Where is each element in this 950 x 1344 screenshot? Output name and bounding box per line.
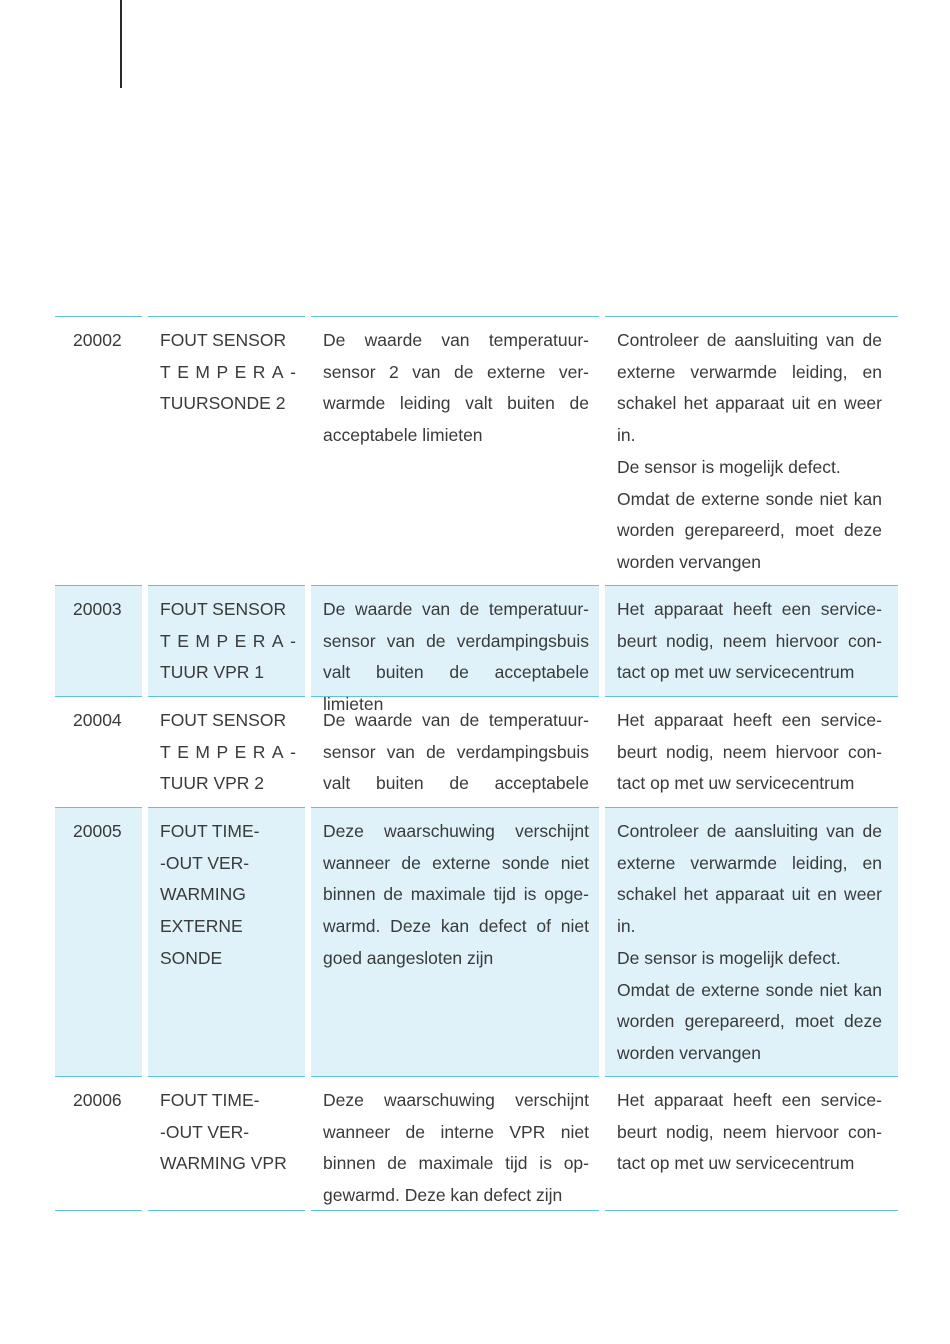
error-name-line: -OUT VER- bbox=[160, 852, 250, 873]
table-row bbox=[55, 585, 898, 715]
error-name-line: WARMING bbox=[160, 884, 246, 905]
solution-paragraph: Controleer de aansluiting van de externe verwarmde leiding, en schakel het apparaat uit en weer in. bbox=[617, 821, 882, 937]
error-description: De waarde van de temperatuur-sensor van de verdampingsbuis valt buiten de acceptabele limieten bbox=[311, 585, 599, 696]
solution-paragraph: De sensor is mogelijk defect. bbox=[617, 456, 841, 477]
error-code-table bbox=[55, 316, 898, 1211]
error-description: Deze waarschuwing verschijnt wanneer de externe sonde niet binnen de maximale tijd is opge-warmd. Deze kan defect of niet goed aangesloten zijn bbox=[311, 807, 599, 1076]
error-name-line: FOUT SENSOR bbox=[160, 599, 287, 619]
solution-paragraph: Omdat de externe sonde niet kan worden gerepareerd, moet deze worden vervangen bbox=[617, 488, 882, 572]
table-row bbox=[55, 316, 898, 585]
error-name-line: TUUR VPR 1 bbox=[160, 662, 265, 683]
error-name-line: SONDE bbox=[160, 947, 223, 968]
solution-paragraph: Omdat de externe sonde niet kan worden gerepareerd, moet deze worden vervangen bbox=[617, 979, 882, 1063]
error-solution bbox=[605, 1076, 898, 1211]
error-name-line: TUURSONDE 2 bbox=[160, 393, 286, 414]
error-name-line: FOUT SENSOR bbox=[160, 710, 287, 730]
error-code: 20005 bbox=[55, 807, 142, 1076]
error-description: De waarde van de temperatuur-sensor van de verdampingsbuis valt buiten de acceptabele bbox=[311, 696, 599, 807]
error-solution bbox=[605, 585, 898, 696]
error-solution bbox=[605, 696, 898, 807]
solution-paragraph: Het apparaat heeft een service-beurt nodig, neem hiervoor con-tact op met uw servicecentrum bbox=[617, 1090, 882, 1174]
error-description: De waarde van temperatuur-sensor 2 van de externe ver-warmde leiding valt buiten de acceptabele limieten bbox=[311, 316, 599, 585]
error-name bbox=[148, 696, 305, 807]
table-row bbox=[55, 1076, 898, 1211]
solution-paragraph: De sensor is mogelijk defect. bbox=[617, 947, 841, 968]
error-name bbox=[148, 1076, 305, 1211]
table-row bbox=[55, 696, 898, 807]
error-name-line: -OUT VER- bbox=[160, 1121, 250, 1142]
error-solution bbox=[605, 316, 898, 585]
error-name-line: TUUR VPR 2 bbox=[160, 773, 265, 794]
error-code: 20004 bbox=[55, 696, 142, 807]
error-code: 20002 bbox=[55, 316, 142, 585]
error-code: 20003 bbox=[55, 585, 142, 696]
error-name-line: TEMPERA- bbox=[160, 741, 303, 762]
solution-paragraph: Controleer de aansluiting van de externe verwarmde leiding, en schakel het apparaat uit en weer in. bbox=[617, 330, 882, 446]
error-name-line: TEMPERA- bbox=[160, 361, 303, 382]
solution-paragraph: Het apparaat heeft een service-beurt nodig, neem hiervoor con-tact op met uw servicecentrum bbox=[617, 599, 882, 683]
error-name-line: FOUT TIME- bbox=[160, 821, 260, 841]
error-name-line: FOUT TIME- bbox=[160, 1090, 260, 1110]
error-name-line: EXTERNE bbox=[160, 916, 243, 937]
page-margin-rule bbox=[120, 0, 122, 88]
error-code: 20006 bbox=[55, 1076, 142, 1211]
error-name-line: TEMPERA- bbox=[160, 630, 303, 651]
error-name-line: WARMING VPR bbox=[160, 1153, 287, 1174]
error-name bbox=[148, 585, 305, 696]
table-row bbox=[55, 807, 898, 1076]
error-solution bbox=[605, 807, 898, 1076]
error-name bbox=[148, 316, 305, 585]
error-name-line: FOUT SENSOR bbox=[160, 330, 287, 350]
solution-paragraph: Het apparaat heeft een service-beurt nodig, neem hiervoor con-tact op met uw servicecentrum bbox=[617, 710, 882, 794]
error-description: Deze waarschuwing verschijnt wanneer de interne VPR niet binnen de maximale tijd is op-gewarmd. Deze kan defect zijn bbox=[311, 1076, 599, 1211]
error-name bbox=[148, 807, 305, 1076]
